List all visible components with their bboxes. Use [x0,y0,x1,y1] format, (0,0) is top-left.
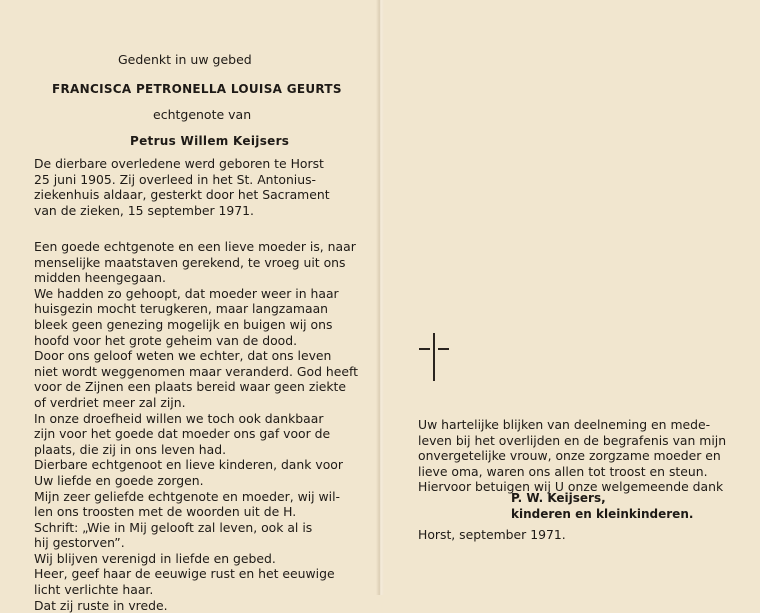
memorial-line: Dat zij ruste in vrede. [34,597,168,613]
memorial-line: len ons troosten met de woorden uit de H. [34,504,297,520]
memorial-line: zijn voor het goede dat moeder ons gaf voor de [34,426,331,442]
thank-you-paragraph [418,417,738,495]
memorial-line: licht verlichte haar. [34,582,154,598]
memorial-line: hoofd voor het grote geheim van de dood. [34,332,298,348]
biography-paragraph [34,156,364,218]
memorial-line: We hadden zo gehoopt, dat moeder weer in haar [34,285,339,301]
signature-name: P. W. Keijsers, [511,491,606,505]
memorial-text [34,239,364,613]
memorial-line: Wij blijven verenigd in liefde en gebed. [34,550,276,566]
bio-line: De dierbare overledene werd geboren te Horst [34,156,324,171]
cross-right-arm [438,348,449,350]
greeting-text: Gedenkt in uw gebed [118,52,252,67]
memorial-line: Schrift: „Wie in Mij gelooft zal leven, ook al is [34,519,313,535]
memorial-line: huisgezin mocht terugkeren, maar langzamaan [34,301,329,317]
place-date: Horst, september 1971. [418,527,566,542]
memorial-line: Mijn zeer geliefde echtgenote en moeder, wij wil- [34,488,341,504]
bio-line: ziekenhuis aldaar, gesterkt door het Sacrament [34,187,330,203]
memorial-line: plaats, die zij in ons leven had. [34,441,227,457]
spouse-of-text: echtgenote van [153,107,252,122]
memorial-line: midden heengegaan. [34,270,166,286]
thanks-line: leven bij het overlijden en de begrafenis van mijn [418,432,727,448]
bio-line: van de zieken, 15 september 1971. [34,202,254,218]
memorial-line: In onze droefheid willen we toch ook dankbaar [34,410,324,426]
memorial-line: of verdriet meer zal zijn. [34,394,186,410]
memorial-line: Uw liefde en goede zorgen. [34,472,204,488]
signature-block [511,490,693,522]
thanks-line: lieve oma, waren ons allen tot troost en steun. [418,463,708,479]
cross-left-arm [419,348,430,350]
memorial-line: bleek geen genezing mogelijk en buigen wij ons [34,316,333,332]
cross-icon [419,333,453,381]
memorial-line: voor de Zijnen een plaats bereid waar geen ziekte [34,379,347,395]
spouse-name: Petrus Willem Keijsers [130,134,290,148]
memorial-line: menselijke maatstaven gerekend, te vroeg uit ons [34,254,346,270]
thanks-line: Uw hartelijke blijken van deelneming en mede- [418,417,711,432]
left-panel [0,0,378,613]
memorial-line: Heer, geef haar de eeuwige rust en het eeuwige [34,566,335,582]
bio-line: 25 juni 1905. Zij overleed in het St. Antonius- [34,171,317,187]
thanks-line: Hiervoor betuigen wij U onze welgemeende dank [418,479,724,495]
signature-family: kinderen en kleinkinderen. [511,507,694,521]
thanks-line: onvergetelijke vrouw, onze zorgzame moeder en [418,448,721,464]
deceased-name: FRANCISCA PETRONELLA LOUISA GEURTS [52,82,342,96]
memorial-line: Dierbare echtgenoot en lieve kinderen, dank voor [34,457,343,473]
memorial-line: Door ons geloof weten we echter, dat ons leven [34,348,332,364]
cross-vertical-bar [433,333,435,381]
memorial-line: Een goede echtgenote en een lieve moeder is, naar [34,239,356,254]
memorial-line: hij gestorven”. [34,535,125,551]
memorial-line: niet wordt weggenomen maar veranderd. God heeft [34,363,358,379]
